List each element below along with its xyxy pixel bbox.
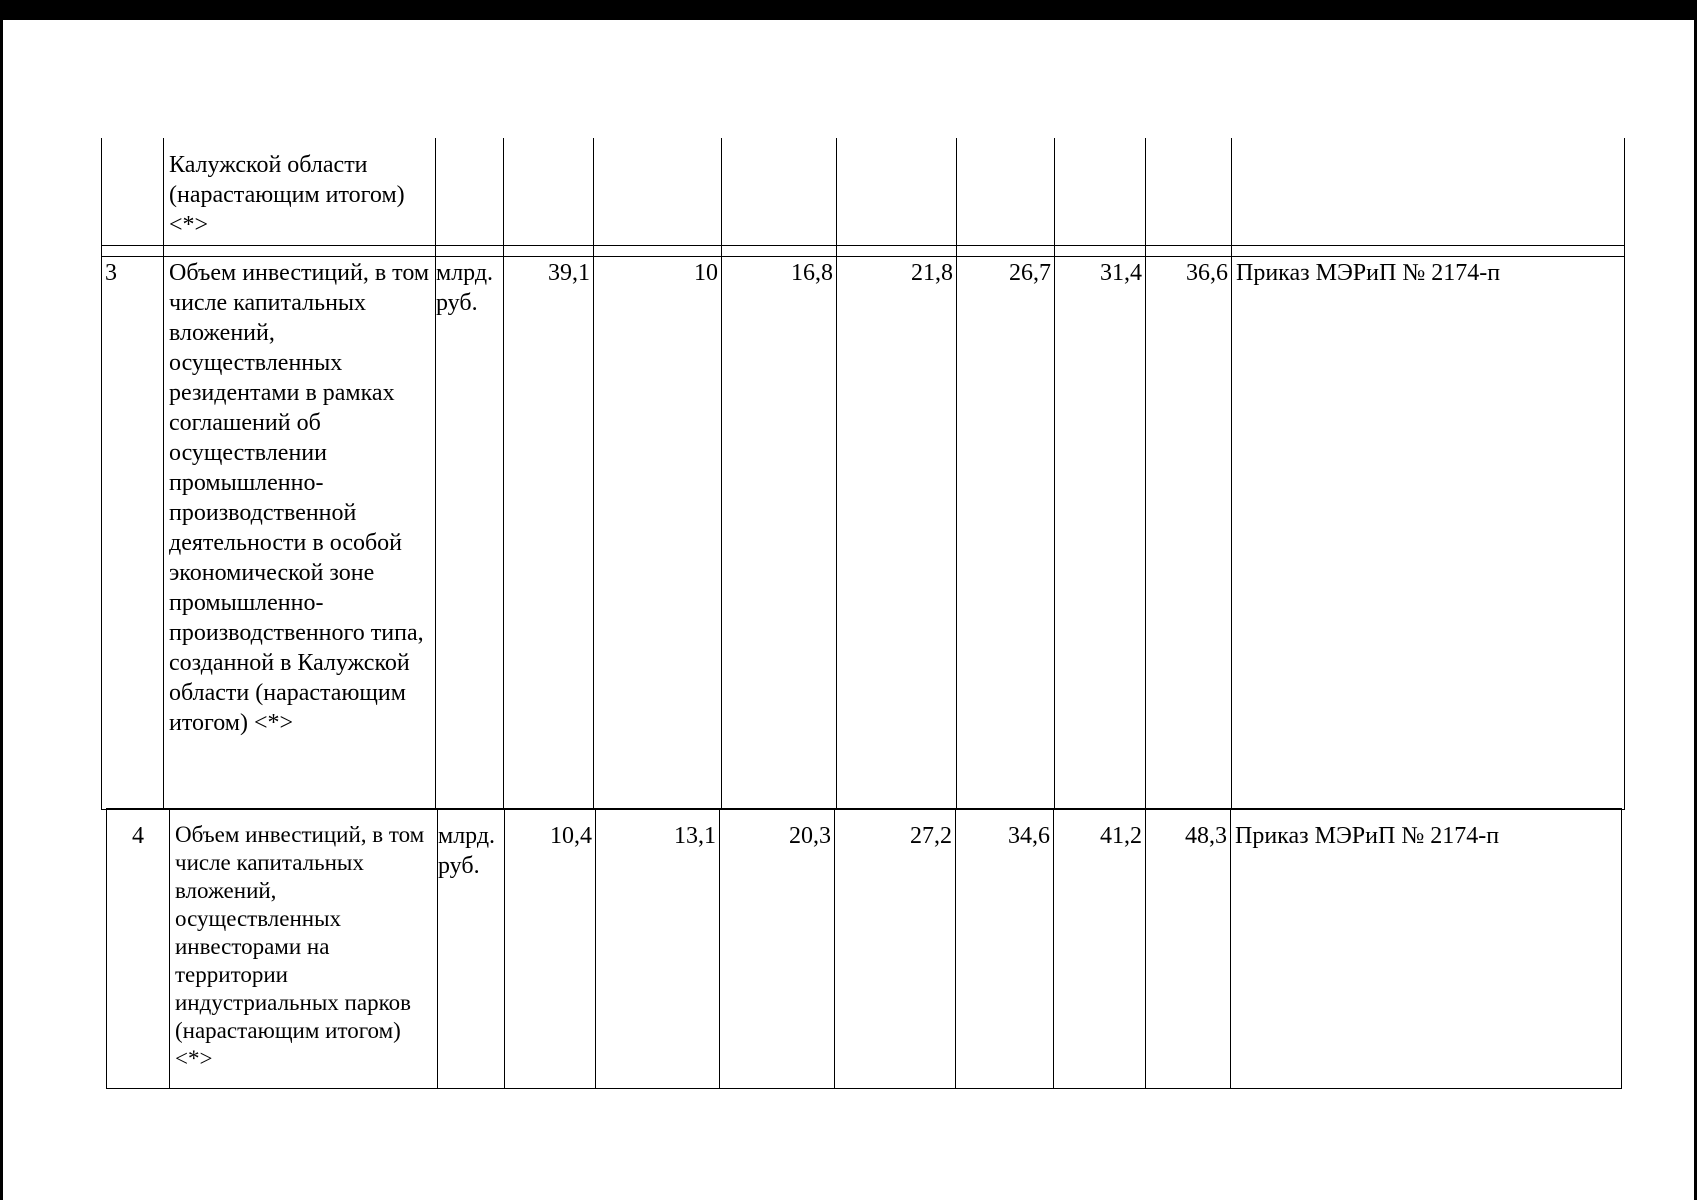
value-cell	[1146, 138, 1232, 257]
value-cell	[504, 138, 594, 257]
row-description: Калужской области (нарастающим итогом) <*>	[164, 138, 436, 257]
value-cell: 20,3	[720, 809, 835, 1089]
indicators-table-continuation	[101, 138, 1625, 257]
row-unit	[436, 138, 504, 257]
row-number: 3	[102, 246, 164, 810]
table-row	[107, 809, 1622, 1089]
row-description: Объем инвестиций, в том числе капитальных вложений, осуществленных инвесторами на территории индустриальных парков (нарастающим итогом) <*>	[170, 809, 438, 1089]
row-number: 4	[107, 809, 170, 1089]
value-cell: 21,8	[837, 246, 957, 810]
row-unit: млрд. руб.	[438, 809, 505, 1089]
value-cell: 48,3	[1146, 809, 1231, 1089]
value-cell	[1055, 138, 1146, 257]
value-cell: 27,2	[835, 809, 956, 1089]
value-cell	[722, 138, 837, 257]
value-cell	[957, 138, 1055, 257]
value-cell: 10	[594, 246, 722, 810]
table-row	[102, 246, 1625, 810]
value-cell: 10,4	[505, 809, 596, 1089]
value-cell: 34,6	[956, 809, 1054, 1089]
table-row	[102, 138, 1625, 257]
value-cell: 13,1	[596, 809, 720, 1089]
scan-left-border	[0, 20, 3, 1200]
value-cell: 39,1	[504, 246, 594, 810]
value-cell: 41,2	[1054, 809, 1146, 1089]
scan-top-border	[0, 0, 1697, 20]
value-cell: 26,7	[957, 246, 1055, 810]
value-cell	[594, 138, 722, 257]
row-source	[1232, 138, 1625, 257]
indicators-table-row-4	[106, 808, 1622, 1089]
row-number	[102, 138, 164, 257]
value-cell: 16,8	[722, 246, 837, 810]
value-cell	[837, 138, 957, 257]
indicators-table-row-3	[101, 245, 1625, 810]
row-description: Объем инвестиций, в том числе капитальных вложений, осуществленных резидентами в рамках соглашений об осуществлении промышленно-производственной деятельности в особой экономической зоне промышленно-производственного типа, созданной в Калужской области (нарастающим итогом) <*>	[164, 246, 436, 810]
row-unit: млрд. руб.	[436, 246, 504, 810]
value-cell: 36,6	[1146, 246, 1232, 810]
value-cell: 31,4	[1055, 246, 1146, 810]
row-source: Приказ МЭРиП № 2174-п	[1231, 809, 1622, 1089]
row-source: Приказ МЭРиП № 2174-п	[1232, 246, 1625, 810]
